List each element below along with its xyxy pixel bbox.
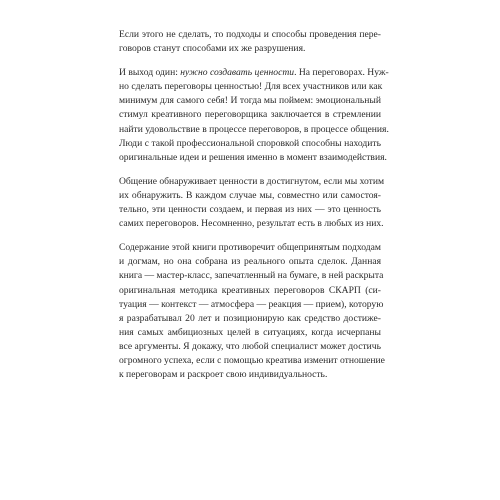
text-line: минимум для самого себя! И тогда мы поймем: эмоциональный	[119, 95, 381, 107]
text-line	[119, 66, 389, 80]
text-line: тельно, эти ценности создаем, и первая из них — это ценность	[119, 204, 381, 216]
text-line: книга — мастер-класс, запечатленный на бумаге, в ней раскрыта	[119, 270, 384, 282]
text-line: ния самых амбициозных целей в ситуациях, когда исчерпаны	[119, 326, 381, 338]
text-line: оригинальная методика креативных переговоров СКАРП (си-	[119, 284, 381, 296]
text-line: Если этого не сделать, то подходы и способы проведения пере-	[119, 29, 381, 40]
text-line: к переговорам и раскроет свою индивидуальность.	[119, 369, 328, 381]
paragraph	[119, 175, 385, 231]
text-line: туация — контекст — атмосфера — реакция — прием), которую	[119, 298, 384, 310]
text-line: их обнаружить. В каждом случае мы, совместно или самостоя-	[119, 189, 381, 201]
body-text	[119, 28, 389, 392]
text-line: самих переговоров. Несомненно, результат есть в любых из них.	[119, 218, 384, 230]
text-line: но сделать переговоры ценностью! Для всех участников или как	[119, 81, 383, 93]
text-line: стимул креативного переговорщика заключается в стремлении	[119, 109, 381, 121]
emphasis-text: нужно создавать ценности	[180, 67, 295, 79]
text-line: я разрабатывал 20 лет и позиционирую как средство достиже-	[119, 312, 381, 324]
text-line: огромного успеха, если с помощью креатива изменит отношение	[119, 354, 385, 366]
paragraph	[119, 28, 381, 56]
paragraph	[119, 66, 389, 165]
text-line: говоров станут способами их же разрушения.	[119, 43, 306, 55]
paragraph	[119, 241, 385, 382]
text-line: Люди с такой профессиональной споровкой способны находить	[119, 137, 381, 149]
text-segment: . На переговорах. Нуж-	[294, 67, 389, 79]
text-line: Общение обнаруживает ценности в достигнутом, если мы хотим	[119, 175, 385, 187]
text-line: найти удовольствие в процессе переговоров, в процессе общения.	[119, 123, 389, 135]
text-line: все аргументы. Я докажу, что любой специалист может достичь	[119, 340, 381, 352]
text-line: Содержание этой книги противоречит общепринятым подходам	[119, 242, 381, 254]
text-segment: И выход один:	[119, 67, 181, 79]
text-line: оригинальные идеи и решения именно в момент взаимодействия.	[119, 151, 387, 163]
text-line: и догмам, но она собрана из реального опыта сделок. Данная	[119, 256, 381, 268]
